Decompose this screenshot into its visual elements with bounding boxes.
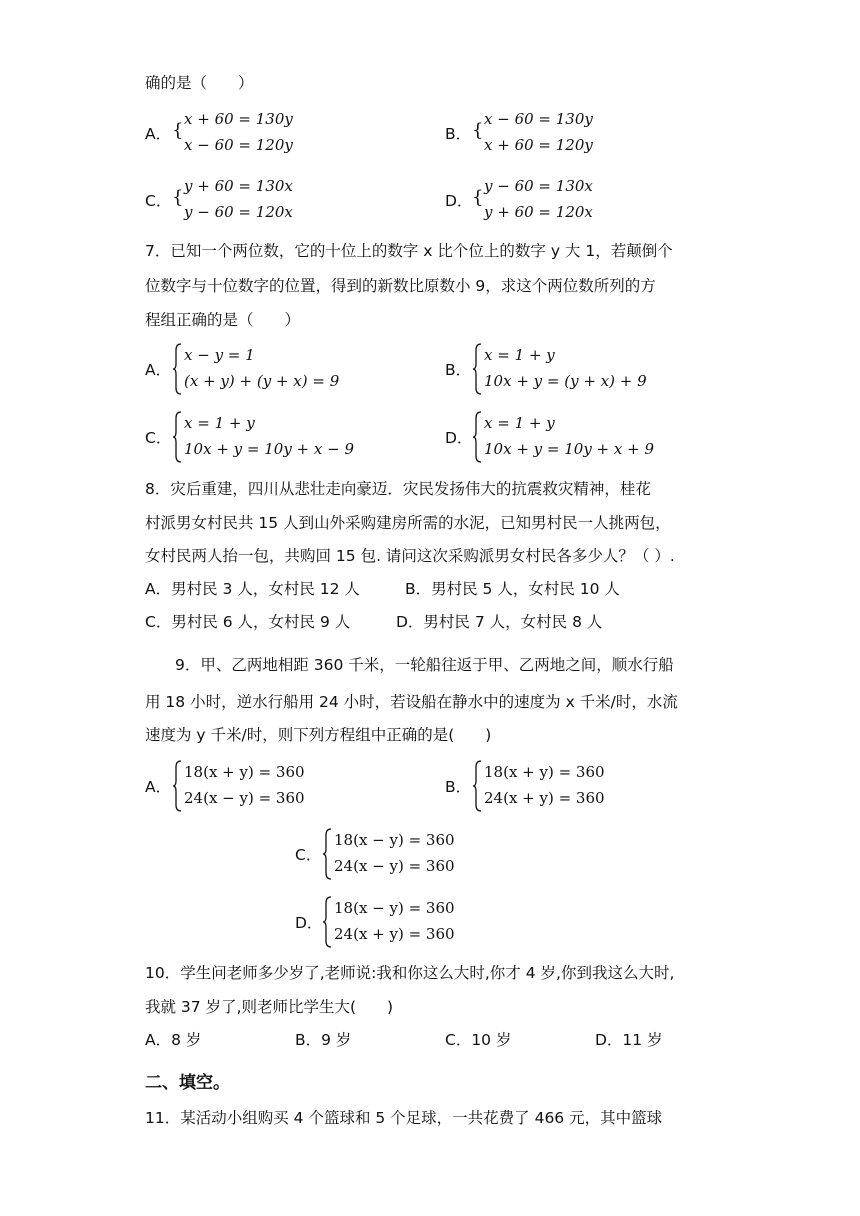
equation: 24(x + y) = 360 xyxy=(484,789,605,807)
equation: 18(x − y) = 360 xyxy=(334,899,455,917)
equation: 24(x − y) = 360 xyxy=(334,857,455,875)
q8-option-d: D．男村民 7 人，女村民 8 人 xyxy=(396,613,603,631)
q6-option-a-system xyxy=(172,106,372,158)
brace-icon xyxy=(472,342,482,396)
q9-stem-line-3: 速度为 y 千米/时，则下列方程组中正确的是( ) xyxy=(145,726,492,744)
equation: x + 60 = 120y xyxy=(484,136,593,154)
brace-icon: { xyxy=(172,120,184,141)
q8-option-b: B．男村民 5 人，女村民 10 人 xyxy=(405,580,620,598)
q7-option-c-system xyxy=(172,410,392,464)
section-heading: 二、填空。 xyxy=(145,1073,230,1093)
q8-stem-line-3: 女村民两人抬一包，共购回 15 包. 请问这次采购派男女村民各多少人？（ ）. xyxy=(145,547,675,565)
equation: y − 60 = 130x xyxy=(484,177,593,195)
equation: x = 1 + y xyxy=(484,346,555,364)
q8-option-a: A．男村民 3 人，女村民 12 人 xyxy=(145,580,360,598)
equation: (x + y) + (y + x) = 9 xyxy=(184,372,340,390)
q9-option-b-label: B． xyxy=(445,778,472,796)
q6-option-c-label: C． xyxy=(145,192,172,210)
brace-icon: { xyxy=(172,187,184,208)
equation: x − y = 1 xyxy=(184,346,255,364)
brace-icon xyxy=(472,759,482,813)
q9-option-d-label: D． xyxy=(295,914,323,932)
q10-option-a: A．8 岁 xyxy=(145,1031,202,1049)
q9-option-b-system xyxy=(472,759,672,813)
q9-stem-line-1: 9．甲、乙两地相距 360 千米，一轮船往返于甲、乙两地之间，顺水行船 xyxy=(175,656,674,674)
equation: x − 60 = 120y xyxy=(184,136,293,154)
equation: x = 1 + y xyxy=(184,414,255,432)
q9-option-d-system xyxy=(322,895,522,949)
q9-option-a-label: A． xyxy=(145,778,172,796)
equation: 10x + y = 10y + x + 9 xyxy=(484,440,655,458)
q7-option-a-system xyxy=(172,342,392,396)
equation: x − 60 = 130y xyxy=(484,110,593,128)
q10-option-c: C．10 岁 xyxy=(445,1031,512,1049)
q10-stem-line-2: 我就 37 岁了,则老师比学生大( ) xyxy=(145,998,394,1016)
q7-option-d-label: D． xyxy=(445,429,473,447)
equation: x = 1 + y xyxy=(484,414,555,432)
q9-option-c-system xyxy=(322,827,522,881)
equation: y − 60 = 120x xyxy=(184,203,293,221)
q8-stem-line-2: 村派男女村民共 15 人到山外采购建房所需的水泥，已知男村民一人挑两包， xyxy=(145,514,671,532)
q10-option-d: D．11 岁 xyxy=(595,1031,663,1049)
brace-icon xyxy=(172,342,182,396)
equation: y + 60 = 130x xyxy=(184,177,293,195)
q8-option-c: C．男村民 6 人，女村民 9 人 xyxy=(145,613,351,631)
q6-option-d-system xyxy=(472,173,672,225)
brace-icon xyxy=(322,827,332,881)
equation: 18(x − y) = 360 xyxy=(334,831,455,849)
equation: 10x + y = 10y + x − 9 xyxy=(184,440,355,458)
equation: 24(x + y) = 360 xyxy=(334,925,455,943)
q9-option-c-label: C． xyxy=(295,846,322,864)
q7-option-c-label: C． xyxy=(145,429,172,447)
brace-icon xyxy=(172,410,182,464)
q10-option-b: B．9 岁 xyxy=(295,1031,352,1049)
q10-stem-line-1: 10．学生问老师多少岁了,老师说:我和你这么大时,你才 4 岁,你到我这么大时, xyxy=(145,964,675,982)
equation: 18(x + y) = 360 xyxy=(184,763,305,781)
brace-icon xyxy=(172,759,182,813)
q9-option-a-system xyxy=(172,759,372,813)
q6-option-a-label: A． xyxy=(145,125,172,143)
brace-icon: { xyxy=(472,187,484,208)
brace-icon: { xyxy=(472,120,484,141)
q7-stem-line-2: 位数字与十位数字的位置，得到的新数比原数小 9，求这个两位数所列的方 xyxy=(145,277,656,295)
q7-stem-line-3: 程组正确的是（ ） xyxy=(145,311,301,329)
q9-stem-line-2: 用 18 小时，逆水行船用 24 小时，若设船在静水中的速度为 x 千米/时，水流 xyxy=(145,693,678,711)
q8-stem-line-1: 8．灾后重建，四川从悲壮走向豪迈．灾民发扬伟大的抗震救灾精神，桂花 xyxy=(145,480,651,498)
q6-stem-tail: 确的是（ ） xyxy=(145,74,254,92)
brace-icon xyxy=(472,410,482,464)
equation: 24(x − y) = 360 xyxy=(184,789,305,807)
q7-stem-line-1: 7．已知一个两位数，它的十位上的数字 x 比个位上的数字 y 大 1，若颠倒个 xyxy=(145,242,673,260)
equation: x + 60 = 130y xyxy=(184,110,293,128)
equation: 10x + y = (y + x) + 9 xyxy=(484,372,647,390)
q11-stem-line-1: 11．某活动小组购买 4 个篮球和 5 个足球，一共花费了 466 元，其中篮球 xyxy=(145,1109,663,1127)
q6-option-b-label: B． xyxy=(445,125,472,143)
q7-option-d-system xyxy=(472,410,692,464)
q6-option-c-system xyxy=(172,173,372,225)
q6-option-b-system xyxy=(472,106,672,158)
brace-icon xyxy=(322,895,332,949)
equation: 18(x + y) = 360 xyxy=(484,763,605,781)
q6-option-d-label: D． xyxy=(445,192,473,210)
equation: y + 60 = 120x xyxy=(484,203,593,221)
q7-option-b-label: B． xyxy=(445,361,472,379)
q7-option-a-label: A． xyxy=(145,361,172,379)
q7-option-b-system xyxy=(472,342,692,396)
